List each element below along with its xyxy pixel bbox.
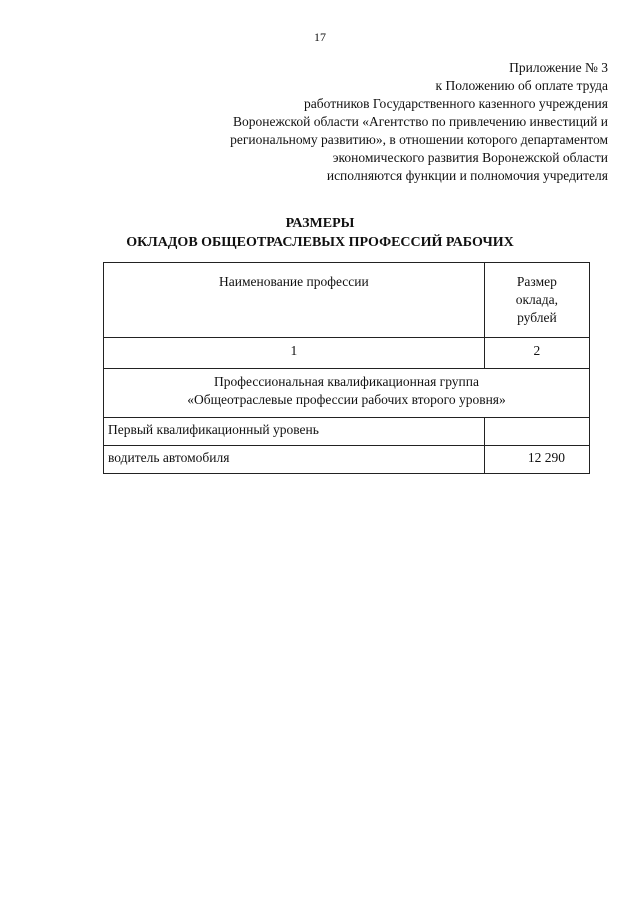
appendix-line: Воронежской области «Агентство по привлечению инвестиций и bbox=[232, 114, 608, 129]
group-line-1: Профессиональная квалификационная группа bbox=[214, 374, 479, 389]
table-header-row bbox=[104, 263, 590, 338]
group-line-2: «Общеотраслевые профессии рабочих второго уровня» bbox=[187, 392, 506, 407]
appendix-line: экономического развития Воронежской области bbox=[332, 150, 608, 165]
header-amount-line: рублей bbox=[517, 310, 557, 325]
qualification-group-row bbox=[104, 369, 590, 418]
column-number-1: 1 bbox=[104, 338, 485, 369]
salary-table bbox=[103, 262, 590, 474]
appendix-line: Приложение № 3 bbox=[509, 60, 608, 75]
title-line-2: ОКЛАДОВ ОБЩЕОТРАСЛЕВЫХ ПРОФЕССИЙ РАБОЧИХ bbox=[126, 235, 514, 250]
header-salary-amount bbox=[484, 263, 589, 338]
salary-amount: 12 290 bbox=[484, 446, 589, 474]
table-row bbox=[104, 446, 590, 474]
column-number-2: 2 bbox=[484, 338, 589, 369]
appendix-line: региональному развитию», в отношении которого департаментом bbox=[230, 132, 608, 147]
header-profession-name: Наименование профессии bbox=[104, 263, 485, 338]
qualification-level-amount bbox=[484, 418, 589, 446]
appendix-line: исполняются функции и полномочия учредителя bbox=[326, 168, 608, 183]
header-amount-line: оклада, bbox=[515, 292, 559, 307]
qualification-level-name: Первый квалификационный уровень bbox=[104, 418, 485, 446]
appendix-header bbox=[168, 59, 608, 185]
page-number: 17 bbox=[314, 30, 326, 44]
profession-name: водитель автомобиля bbox=[104, 446, 485, 474]
column-numbers-row bbox=[104, 338, 590, 369]
appendix-line: к Положению об оплате труда bbox=[435, 78, 608, 93]
title-line-1: РАЗМЕРЫ bbox=[285, 216, 355, 231]
qualification-level-row bbox=[104, 418, 590, 446]
appendix-line: работников Государственного казенного учреждения bbox=[304, 96, 608, 111]
header-amount-line: Размер bbox=[516, 274, 557, 289]
qualification-group-cell bbox=[104, 369, 590, 418]
document-title bbox=[0, 214, 640, 252]
